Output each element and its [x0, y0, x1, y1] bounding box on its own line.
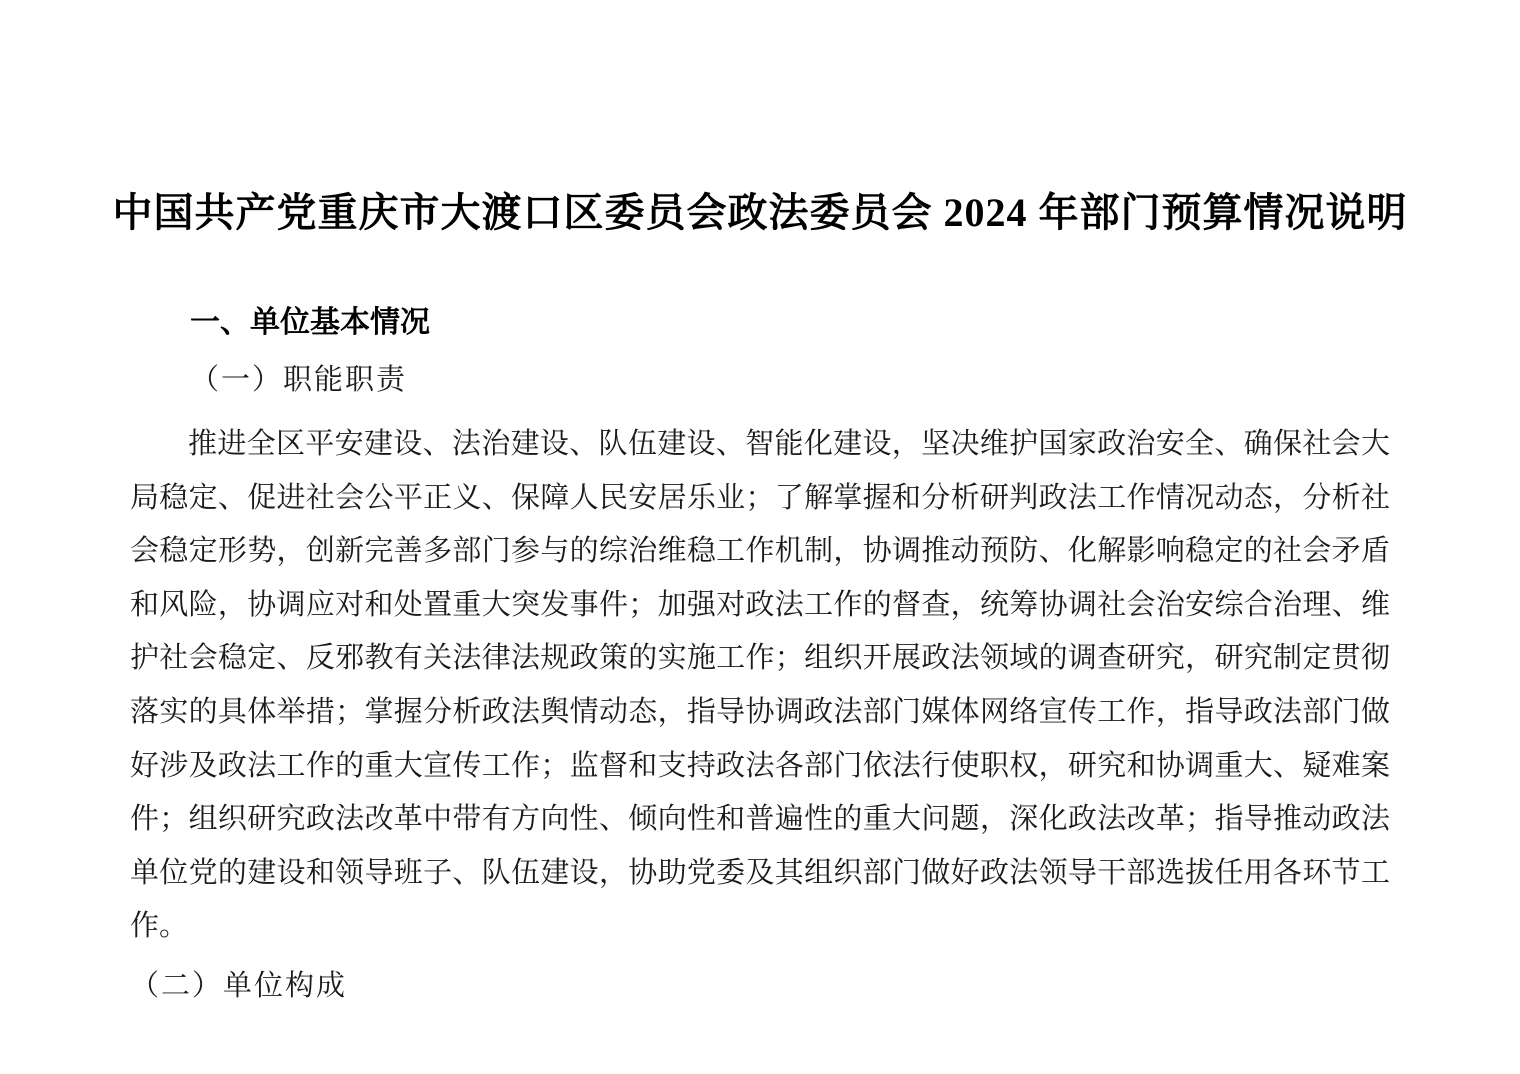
duties-paragraph: 推进全区平安建设、法治建设、队伍建设、智能化建设，坚决维护国家政治安全、确保社会大局稳定、促进社会公平正义、保障人民安居乐业；了解掌握和分析研判政法工作情况动态，分析社会稳定形势，创新完善多部门参与的综治维稳工作机制，协调推动预防、化解影响稳定的社会矛盾和风险，协调应对和处置重大突发事件；加强对政法工作的督查，统筹协调社会治安综合治理、维护社会稳定、反邪教有关法律法规政策的实施工作；组织开展政法领域的调查研究，研究制定贯彻落实的具体举措；掌握分析政法舆情动态，指导协调政法部门媒体网络宣传工作，指导政法部门做好涉及政法工作的重大宣传工作；监督和支持政法各部门依法行使职权，研究和协调重大、疑难案件；组织研究政法改革中带有方向性、倾向性和普遍性的重大问题，深化政法改革；指导推动政法单位党的建设和领导班子、队伍建设，协助党委及其组织部门做好政法领导干部选拔任用各环节工作。	[130, 428, 1390, 943]
section-heading-basic-info: 一、单位基本情况	[190, 306, 430, 339]
document-title: 中国共产党重庆市大渡口区委员会政法委员会 2024 年部门预算情况说明	[112, 190, 1408, 235]
subsection-heading-composition: （二）单位构成	[130, 969, 348, 1002]
subsection-heading-duties: （一）职能职责	[190, 364, 408, 396]
